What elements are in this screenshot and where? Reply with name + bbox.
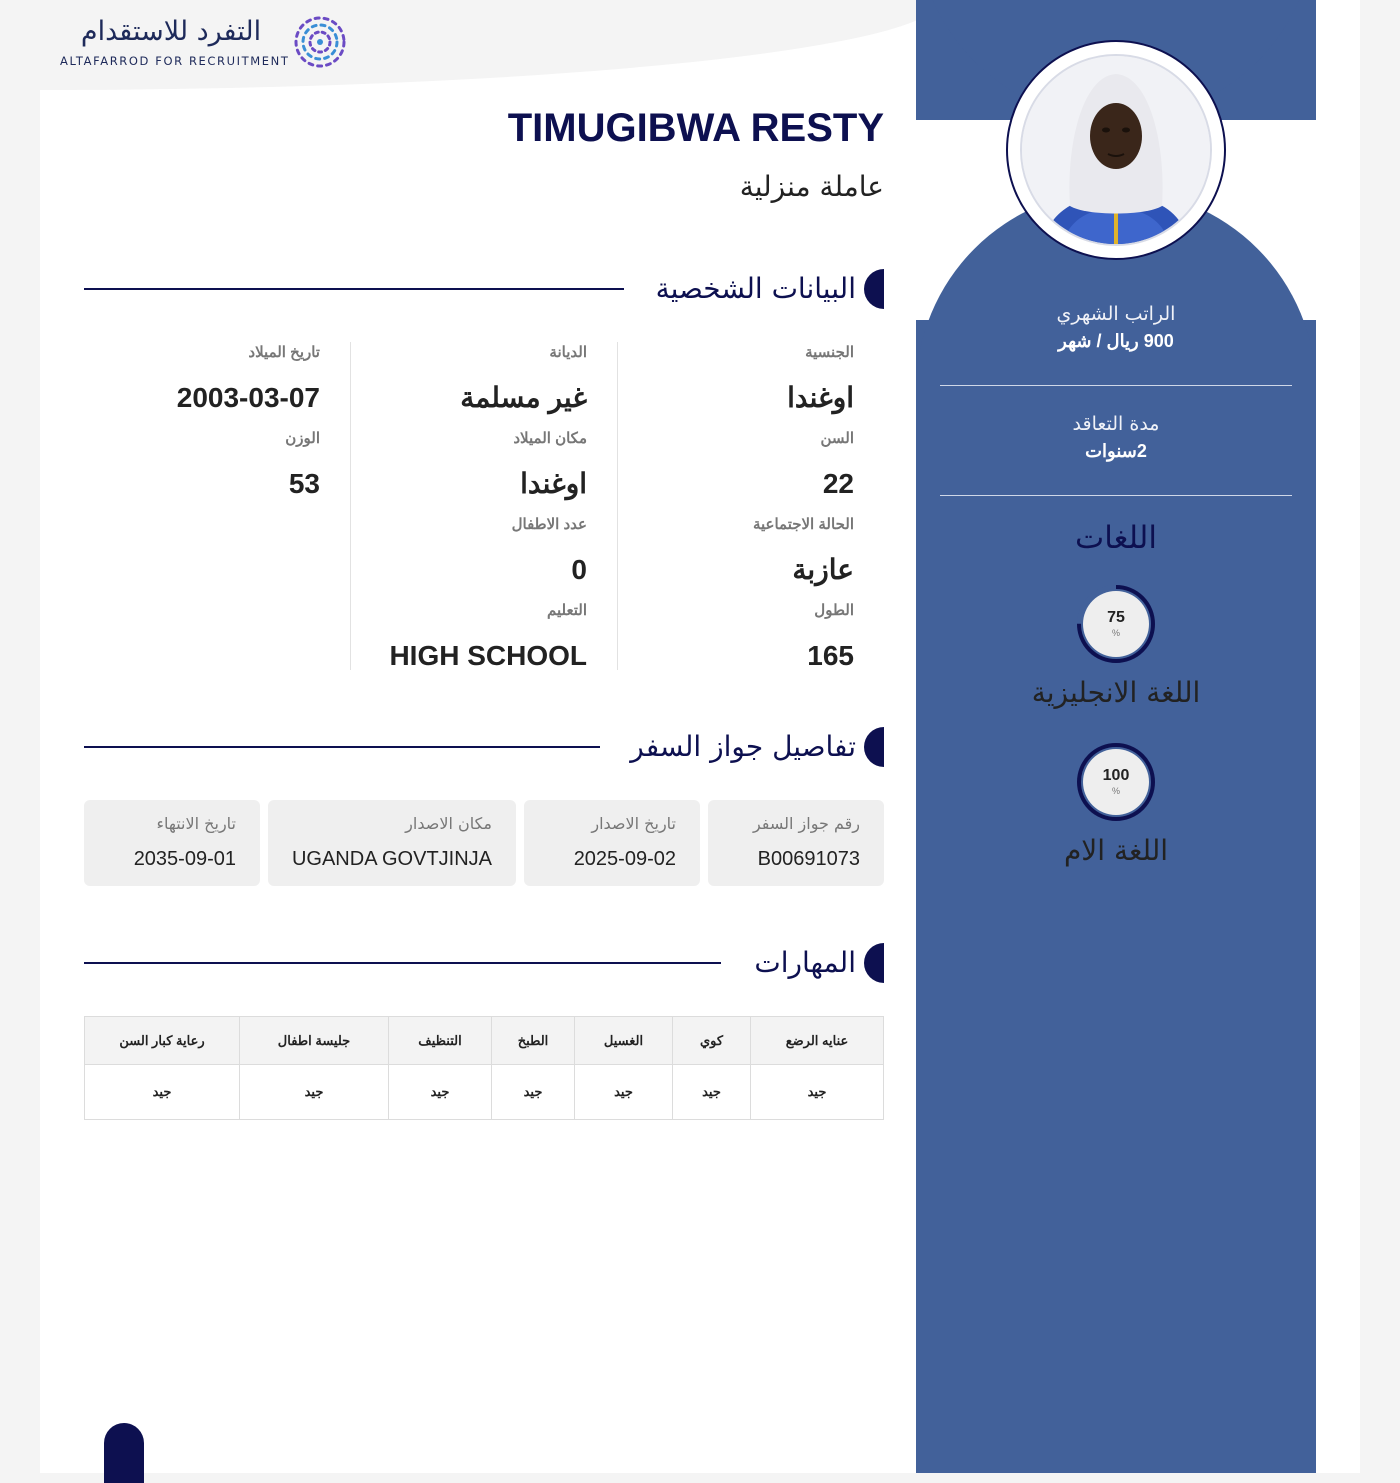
language-name: اللغة الانجليزية [1031,676,1201,709]
info-column [618,342,884,670]
table-row [85,1065,884,1120]
table-header-cell: رعاية كبار السن [85,1017,240,1065]
info-column [84,342,351,670]
info-field [285,428,320,504]
section-heading-passport [84,727,884,767]
info-field [753,514,854,590]
field-value: 22 [822,468,854,499]
field-value: اوغندا [787,382,854,413]
language-gauge [1076,742,1156,822]
table-header-cell: كوي [673,1017,751,1065]
candidate-name: TIMUGIBWA RESTY [507,106,884,150]
table-header-row [85,1017,884,1065]
passport-card [524,800,700,886]
field-label: الجنسية [805,344,854,361]
header-band [40,0,940,90]
passport-value: 2035-09-01 [133,848,236,870]
sidebar-divider [940,495,1292,496]
table-header-cell: جليسة اطفال [240,1017,389,1065]
section-title: تفاصيل جواز السفر [630,730,856,763]
table-header-cell: الطبخ [492,1017,575,1065]
info-field [512,514,587,590]
field-value: HIGH SCHOOL [389,640,587,671]
language-name: اللغة الام [1063,834,1169,867]
info-field [513,428,587,504]
passport-value: B00691073 [757,848,860,870]
passport-value: UGANDA GOVTJINJA [291,848,492,870]
table-header-cell: التنظيف [389,1017,492,1065]
field-value: 165 [807,640,854,671]
info-field [787,342,854,418]
info-field [389,600,587,676]
logo-mark-icon [292,14,348,70]
section-heading-skills [84,943,884,983]
sidebar-divider [940,385,1292,386]
language-gauge [1076,584,1156,664]
passport-label: تاريخ الانتهاء [156,814,236,833]
profile-sidebar [916,0,1316,1473]
logo-arabic-text: التفرد للاستقدام [80,16,262,47]
language-level-unit: % [1111,786,1120,796]
table-cell: جيد [240,1065,389,1120]
table-header-cell: عنايه الرضع [751,1017,884,1065]
table-cell: جيد [85,1065,240,1120]
field-value: 53 [288,468,320,499]
table-cell: جيد [492,1065,575,1120]
field-label: الحالة الاجتماعية [752,516,854,533]
cv-page [40,0,1360,1473]
job-title: عاملة منزلية [739,170,884,203]
table-cell: جيد [575,1065,673,1120]
section-title: البيانات الشخصية [655,272,856,305]
table-cell: جيد [751,1065,884,1120]
field-label: السن [820,430,854,447]
field-value: 2003-03-07 [176,382,320,413]
field-label: عدد الاطفال [511,516,587,533]
passport-card [268,800,516,886]
contract-label: مدة التعاقد [1072,413,1160,435]
salary-block [940,300,1292,354]
info-field [177,342,320,418]
passport-label: مكان الاصدار [405,814,492,833]
section-rule [84,746,600,748]
field-label: مكان الميلاد [513,430,587,447]
skills-table [84,1016,884,1120]
salary-value: 900 ريال / شهر [1058,331,1174,351]
field-value: 0 [571,554,587,585]
table-cell: جيد [673,1065,751,1120]
passport-label: رقم جواز السفر [752,814,860,833]
field-label: الطول [814,602,854,619]
logo-english-text: ALTAFARROD FOR RECRUITMENT [60,54,290,68]
language-level: 75 [1107,609,1125,626]
contract-block [940,410,1292,464]
passport-label: تاريخ الاصدار [591,814,676,833]
field-label: الديانة [549,344,587,361]
passport-value: 2025-09-02 [573,848,676,870]
info-field [807,600,854,676]
field-value: غير مسلمة [460,382,587,413]
field-value: اوغندا [520,468,587,499]
passport-card [84,800,260,886]
language-level: 100 [1102,767,1130,784]
info-column [351,342,618,670]
candidate-photo [1020,54,1212,246]
avatar [1006,40,1226,260]
decorative-tab [104,1423,144,1483]
section-rule [84,288,624,290]
languages-title: اللغات [1075,520,1157,556]
table-header-cell: الغسيل [575,1017,673,1065]
table-cell: جيد [389,1065,492,1120]
section-heading-personal [84,269,884,309]
person-photo-icon [1022,56,1210,244]
personal-info-grid [84,342,884,670]
info-field [460,342,587,418]
field-label: التعليم [547,602,587,619]
field-value: عازبة [792,554,854,585]
contract-value: 2سنوات [1085,441,1147,461]
section-rule [84,962,721,964]
passport-card [708,800,884,886]
field-label: تاريخ الميلاد [248,344,320,361]
salary-label: الراتب الشهري [1056,303,1176,325]
info-field [820,428,854,504]
language-level-unit: % [1111,628,1120,638]
company-logo [60,14,360,74]
field-label: الوزن [285,430,320,447]
section-title: المهارات [754,946,856,979]
